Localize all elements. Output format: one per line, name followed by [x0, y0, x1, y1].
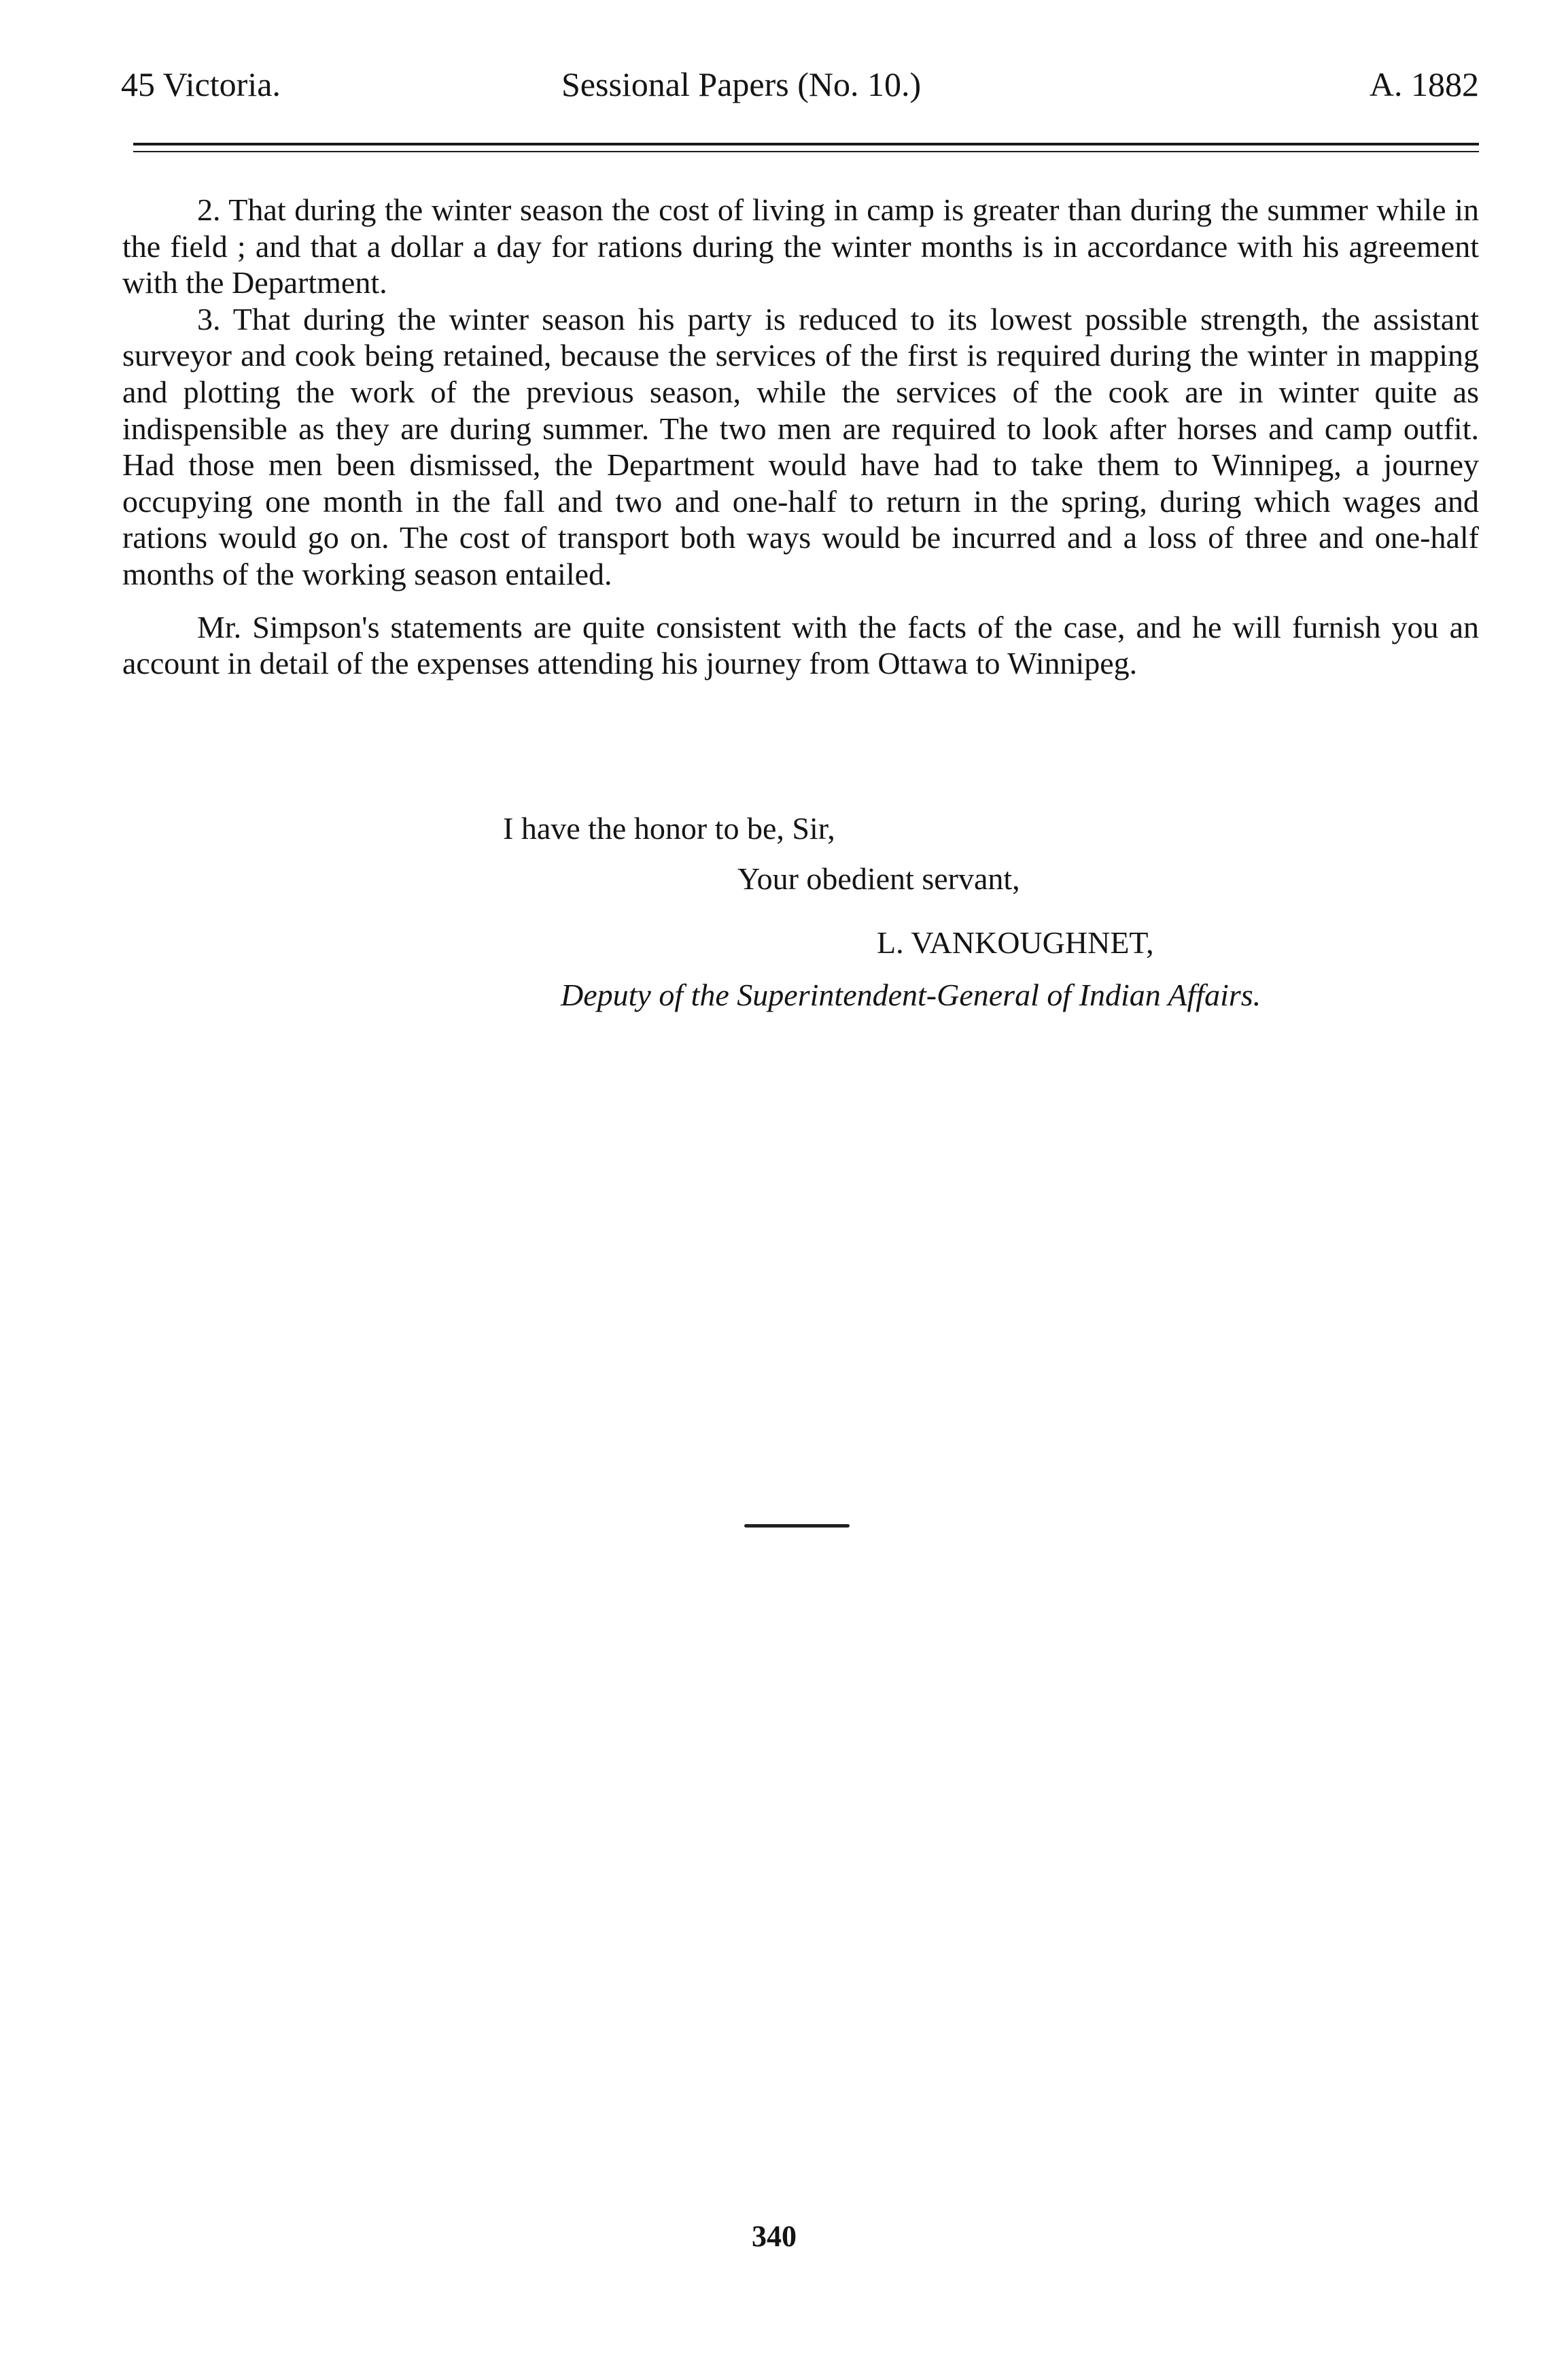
paragraph-point-3: 3. That during the winter season his party is reduced to its lowest possible strength, the assistant surveyor and cook being retained, because the services of the first is required during the winter in mapping and plotting the work of the previous season, while the services of the cook are in winter quite as indispensible as they are during summer. The two men are required to look after horses and camp outfit. Had those men been dismissed, the Department would have had to take them to Winnipeg, a journey occupying one month in the fall and two and one-half to return in the spring, during which wages and rations would go on. The cost of transport both ways would be incurred and a loss of three and one-half months of the working season entailed. [122, 301, 1479, 591]
paragraph-conclusion: Mr. Simpson's statements are quite consistent with the facts of the case, and he will furnish you an account in detail of the expenses attending his journey from Ottawa to Winnipeg. [122, 609, 1479, 681]
header-title: Sessional Papers (No. 10.) [561, 65, 922, 103]
running-header [121, 65, 1479, 112]
closing-salutation: I have the honor to be, Sir, [503, 811, 835, 846]
letter-body [122, 192, 1479, 682]
signatory-name: L. VANKOUGHNET, [877, 925, 1154, 960]
closing-servant: Your obedient servant, [737, 861, 1020, 896]
signatory-title: Deputy of the Superintendent-General of Indian Affairs. [561, 978, 1261, 1012]
header-rule-thin [133, 151, 1479, 152]
page-number: 340 [752, 2220, 797, 2253]
section-divider [744, 1524, 850, 1528]
header-session: 45 Victoria. [121, 65, 281, 103]
header-rule-thick [133, 143, 1479, 145]
header-year: A. 1882 [1369, 65, 1479, 103]
paragraph-point-2: 2. That during the winter season the cost of living in camp is greater than during the summer while in the field ; and that a dollar a day for rations during the winter months is in accordance with his agreement with the Department. [122, 192, 1479, 300]
